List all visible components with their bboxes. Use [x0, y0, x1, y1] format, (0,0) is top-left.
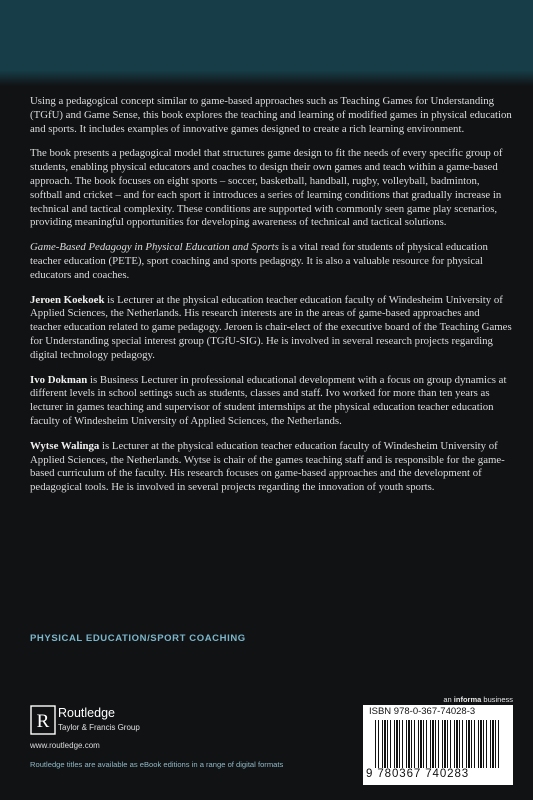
barcode-bar: [466, 720, 467, 768]
barcode-bar: [418, 720, 419, 768]
publisher-logo: [30, 705, 250, 737]
barcode-bar: [459, 720, 460, 768]
barcode-bar: [420, 720, 422, 768]
isbn-barcode: [363, 705, 513, 785]
barcode-bar: [430, 720, 431, 768]
barcode-bar: [495, 720, 496, 768]
barcode-digits: 9 780367 740283: [366, 768, 470, 780]
barcode-bar: [378, 720, 379, 768]
logo-letter: R: [36, 711, 50, 732]
barcode-bar: [454, 720, 455, 768]
barcode-bar: [435, 720, 436, 768]
barcode-bar: [406, 720, 407, 768]
barcode-bar: [492, 720, 494, 768]
author-name: Wytse Walinga: [30, 439, 100, 452]
author-bio-text: is Lecturer at the physical education teacher education faculty of Windesheim University of Applied Sciences, the Netherlands. Wytse is chair of the games teaching staff and is responsible for the game-based curriculum of the faculty. His research focuses on game-based approaches and the development of pedagogical tools. He is involved in several projects regarding the innovation of youth sports.: [30, 439, 505, 494]
isbn-label: ISBN 978-0-367-74028-3: [369, 706, 476, 717]
barcode-bar: [474, 720, 475, 768]
barcode-bar: [486, 720, 487, 768]
informa-business-line: [363, 695, 513, 704]
barcode-bar: [394, 720, 395, 768]
top-band-fade: [0, 70, 533, 86]
informa-prefix: an: [443, 695, 454, 704]
barcode-bar: [462, 720, 463, 768]
author-bio-text: is Lecturer at the physical education teacher education faculty of Windesheim University of Applied Sciences, the Netherlands. His research interests are in the areas of game-based approaches and teacher education related to game pedagogy. Jeroen is chair-elect of the executive board of the Teaching Games for Understanding special interest group (TGfU-SIG). He is involved in several research projects regarding digital technology pedagogy.: [30, 293, 512, 361]
barcode-bar: [387, 720, 388, 768]
author-name: Jeroen Koekoek: [30, 293, 105, 306]
barcode-bar: [432, 720, 434, 768]
barcode-bar: [384, 720, 386, 768]
book-title: Game-Based Pedagogy in Physical Education and Sports: [30, 241, 279, 254]
barcode-bar: [426, 720, 427, 768]
barcode-bar: [450, 720, 451, 768]
barcode-bar: [468, 720, 470, 768]
barcode-bar: [498, 720, 499, 768]
author-bio-text: is Business Lecturer in professional educational development with a focus on group dynamics at different levels in school settings such as students, classes and staff. Ivo worked for more than ten years as lecturer in games teaching and supervisor of student internships at the physical education teacher education faculty of Windesheim University of Applied Sciences, the Netherlands.: [30, 373, 507, 427]
author-bio-3: [30, 440, 512, 495]
description-paragraph-3-rest: is a vital read for students of physical education teacher education (PETE), sport coaching and sports pedagogy. It is also a valuable resource for physical educators and coaches.: [30, 241, 488, 281]
barcode-bar: [456, 720, 458, 768]
author-bio-2: [30, 374, 512, 429]
barcode-bar: [478, 720, 479, 768]
barcode-bar: [423, 720, 424, 768]
routledge-logo-icon: [30, 705, 56, 735]
barcode-bar: [490, 720, 491, 768]
barcode-bar: [382, 720, 383, 768]
informa-suffix: business: [481, 695, 513, 704]
informa-brand: informa: [453, 695, 482, 704]
description-paragraph-3: [30, 241, 512, 282]
barcode-bar: [438, 720, 439, 768]
barcode-bar: [402, 720, 403, 768]
barcode-bar: [447, 720, 448, 768]
publisher-group: Taylor & Francis Group: [58, 723, 140, 732]
description-paragraph-2: The book presents a pedagogical model that structures game design to fit the needs of every specific group of students, enabling physical educators and coaches to design their own games and teach within a game-based approach. The book focuses on eight sports – soccer, basketball, handball, rugby, volleyball, badminton, softball and cricket – and for each sport it introduces a series of learning conditions that gradually increase in technical and tactical complexity. These conditions are supported with commonly seen game play scenarios, providing meaningful opportunities for developing awareness of technical and tactical solutions.: [30, 147, 503, 229]
subject-category: PHYSICAL EDUCATION/SPORT COACHING: [30, 633, 246, 644]
ebook-note: Routledge titles are available as eBook editions in a range of digital formats: [30, 760, 284, 769]
barcode-bar: [399, 720, 400, 768]
barcode-bar: [480, 720, 482, 768]
cover-text: [30, 95, 512, 506]
barcode-bar: [483, 720, 484, 768]
barcode-bar: [442, 720, 443, 768]
barcode-bar: [408, 720, 410, 768]
barcode-bar: [396, 720, 398, 768]
barcode-bar: [375, 720, 376, 768]
barcode-bar: [414, 720, 415, 768]
description-paragraph-1: Using a pedagogical concept similar to game-based approaches such as Teaching Games for Understanding (TGfU) and Game Sense, this book explores the teaching and learning of modified games in physical education and sports. It includes examples of innovative games designed to create a rich learning environment.: [30, 95, 512, 135]
publisher-name: Routledge: [58, 706, 115, 720]
barcode-bars: [375, 720, 503, 768]
publisher-website: www.routledge.com: [30, 741, 100, 750]
top-color-band: [0, 0, 533, 70]
author-bio-1: [30, 294, 512, 363]
barcode-bar: [390, 720, 391, 768]
barcode-bar: [444, 720, 446, 768]
author-name: Ivo Dokman: [30, 373, 88, 386]
barcode-bar: [411, 720, 412, 768]
barcode-bar: [471, 720, 472, 768]
